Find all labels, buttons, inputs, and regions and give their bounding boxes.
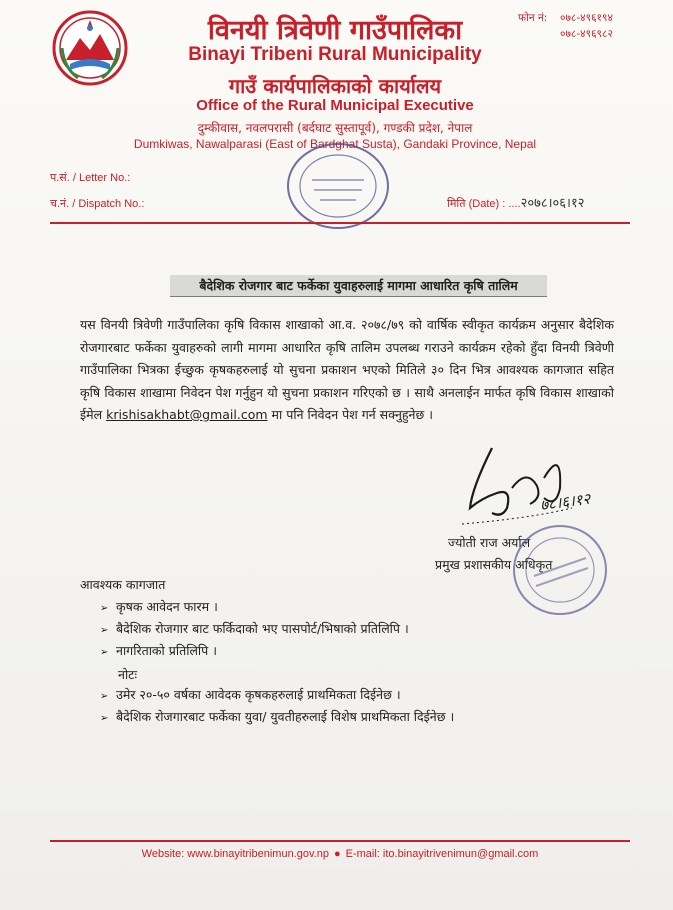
header-divider [50,222,630,224]
municipality-name-english: Binayi Tribeni Rural Municipality [188,44,482,65]
note-item-1 [100,686,401,703]
note-item-2 [100,708,454,725]
body-paragraph: यस विनयी त्रिवेणी गाउँपालिका कृषि विकास शाखाको आ.व. २०७८/७९ को वार्षिक स्वीकृत कार्यक्रम अनुसार बैदेशिक रोजगारबाट फर्केका युवाहरुको लागी मागमा आधारित कृषि तालिम उपलब्ध गराउने कार्यक्रम रहेको हुँदा विनयी त्रिवेणी गाउँपालिका भित्रका ईच्छुक कृषकहरुलाई यो सुचना प्रकाशन भएको मितिले ३० दिन भित्र आवश्यक कागजात सहित कृषि विकास शाखामा निवेदन पेश गर्नुहुन यो सुचना प्रकाशन गरिएको छ । साथै अनलाईन मार्फत कृषि विकास शाखाको ईमेल [80,317,614,422]
bullet-dot-icon: ● [333,848,341,860]
phone-number-1: ०७८-४९६१९४ [560,12,613,24]
notes-title: नोटः [118,667,138,682]
note-item-text: बैदेशिक रोजगारबाट फर्केका युवा/ युवतीहरुलाई विशेष प्राथमिकता दिईनेछ । [116,709,455,724]
office-name-english: Office of the Rural Municipal Executive [196,97,474,114]
date-label: मिति (Date) : .... [447,198,521,210]
notice-body [80,314,614,427]
handwritten-date: ७८।६।१२ [538,489,592,515]
footer-contact [50,848,630,860]
office-name-nepali: गाउँ कार्यपालिकाको कार्यालय [228,74,442,98]
required-documents-title: आवश्यक कागजात [80,577,166,592]
bullet-arrow-icon: ➢ [100,713,109,724]
phone-block [518,10,613,42]
address-english: Dumkiwas, Nawalparasi (East of Bardghat Susta), Gandaki Province, Nepal [133,137,537,151]
document-item-text: कृषक आवेदन फारम । [116,599,218,614]
letter-no-label: प.सं. / Letter No.: [50,172,131,184]
municipality-emblem-icon [50,8,130,88]
municipality-name-nepali: विनयी त्रिवेणी गाउँपालिका [207,15,463,46]
document-item-1 [100,598,218,615]
email-link[interactable]: krishisakhabt@gmail.com [106,407,268,422]
document-item-text: बैदेशिक रोजगार बाट फर्किदाको भए पासपोर्ट/भिषाको प्रतिलिपि । [116,621,409,636]
footer-website[interactable]: Website: www.binayitribenimun.gov.np [141,848,329,860]
address-nepali: दुम्कीवास, नवलपरासी (बर्दघाट सुस्तापूर्व), गण्डकी प्रदेश, नेपाल [197,121,473,135]
date-value: २०७८।०६।१२ [520,195,585,210]
document-item-text: नागरिताको प्रतिलिपि । [116,643,217,658]
signer-name: ज्योती राज अर्याल [448,535,531,550]
bullet-arrow-icon: ➢ [100,603,109,614]
office-seal-stamp-icon [282,140,394,232]
footer-email[interactable]: E-mail: ito.binayitrivenimun@gmail.com [345,848,539,860]
bullet-arrow-icon: ➢ [100,691,109,702]
official-round-seal-icon [508,520,612,620]
signer-title: प्रमुख प्रशासकीय अधिकृत [435,557,553,572]
body-paragraph-end: मा पनि निवेदन पेश गर्न सक्नुहुनेछ । [271,407,433,422]
phone-number-2: ०७८-४९६९८२ [560,28,613,40]
document-item-2 [100,620,409,637]
bullet-arrow-icon: ➢ [100,647,109,658]
phone-label: फोन नं: [518,12,548,24]
document-item-3 [100,642,217,659]
dispatch-no-label: च.नं. / Dispatch No.: [50,198,145,210]
notice-subject: बैदेशिक रोजगार बाट फर्केका युवाहरुलाई मागमा आधारित कृषि तालिम [170,275,547,297]
footer-divider [50,840,630,842]
bullet-arrow-icon: ➢ [100,625,109,636]
note-item-text: उमेर २०-५० वर्षका आवेदक कृषकहरुलाई प्राथमिकता दिईनेछ । [116,687,401,702]
